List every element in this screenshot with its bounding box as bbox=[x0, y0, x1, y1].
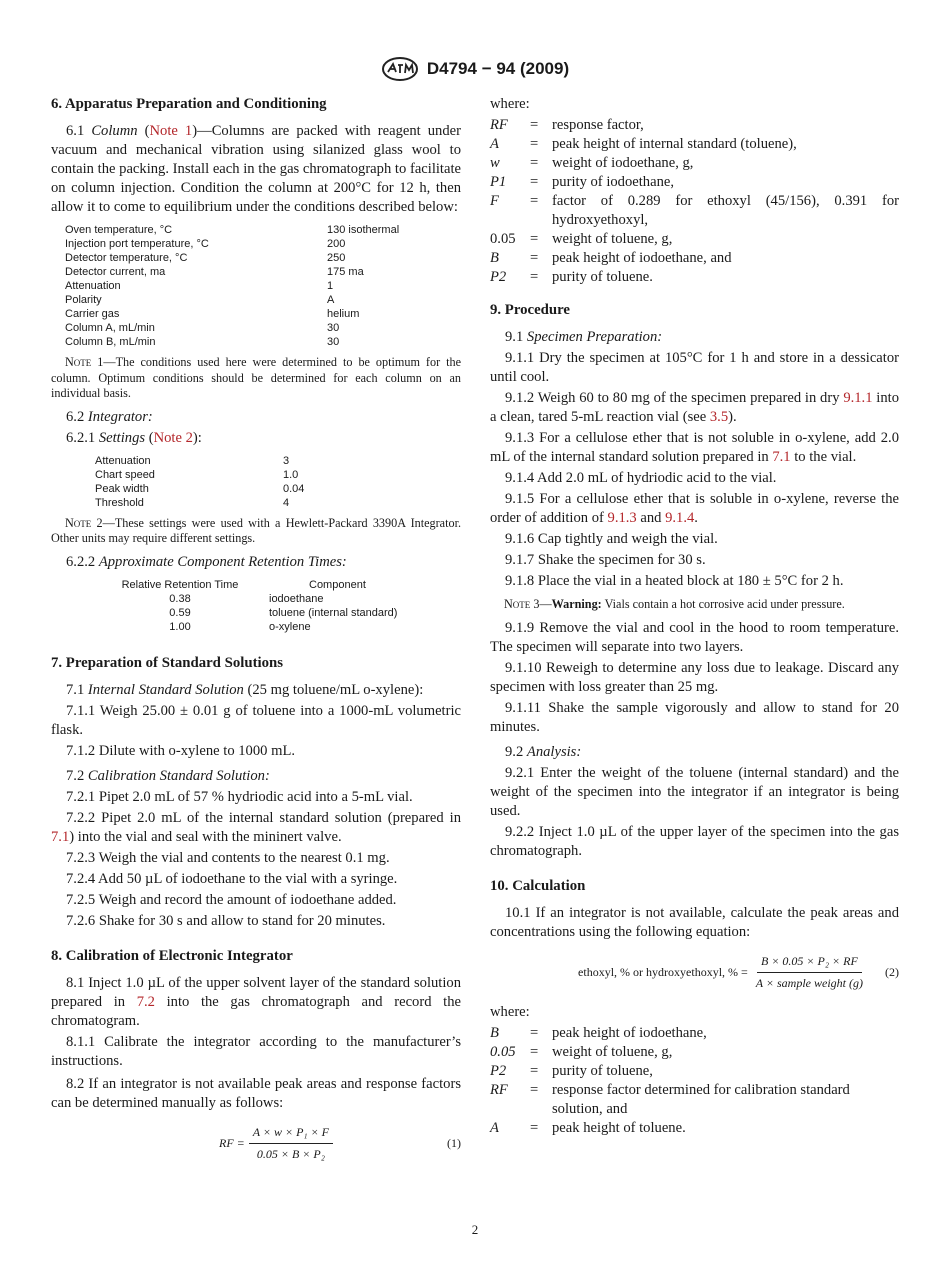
para-7-1: 7.1 Internal Standard Solution (25 mg toluene/mL o-xylene): bbox=[66, 681, 424, 698]
right-column bbox=[490, 95, 899, 1138]
ref-9-1-4-link[interactable]: 9.1.4 bbox=[665, 510, 695, 526]
definitions-list-2 bbox=[490, 1024, 899, 1138]
para-9-1-9: 9.1.9 Remove the vial and cool in the hood to room temperature. The specimen will separate into two layers. bbox=[490, 619, 899, 655]
page-header bbox=[0, 56, 950, 82]
para-9-1-8: 9.1.8 Place the vial in a heated block at 180 ± 5°C for 2 h. bbox=[505, 573, 844, 589]
ref-7-2-link[interactable]: 7.2 bbox=[136, 993, 155, 1010]
para-7-2-4: 7.2.4 Add 50 µL of iodoethane to the vial with a syringe. bbox=[66, 870, 398, 887]
para-8-1-1: 8.1.1 Calibrate the integrator according to the manufacturer’s instructions. bbox=[51, 1033, 461, 1069]
equation-1: RF = $\frac{\text{A × w × P₁ × F}}{\text{0.05 × B × P₂}}$ (1) bbox=[218, 1124, 461, 1161]
para-9-1-7: 9.1.7 Shake the specimen for 30 s. bbox=[505, 552, 706, 568]
definition-row: P2 = purity of toluene. bbox=[490, 269, 653, 285]
para-8-2: 8.2 If an integrator is not available peak areas and response factors can be determined manually as follows: bbox=[51, 1075, 461, 1111]
para-9-1-6: 9.1.6 Cap tightly and weigh the vial. bbox=[505, 531, 718, 547]
ref-7-1-link[interactable]: 7.1 bbox=[51, 828, 70, 845]
setting-row: Peak width 0.04 bbox=[95, 482, 305, 495]
conditions-table bbox=[65, 223, 461, 349]
retention-row: 0.59 toluene (internal standard) bbox=[169, 606, 398, 619]
definition-row: RF = response factor determined for calibration standard solution, and bbox=[490, 1081, 850, 1117]
para-9-2-2: 9.2.2 Inject 1.0 µL of the upper layer of the specimen into the gas chromatograph. bbox=[490, 823, 899, 859]
para-6-2-2: 6.2.2 Approximate Component Retention Times: bbox=[66, 553, 347, 570]
where-label: where: bbox=[490, 96, 530, 112]
condition-row: Attenuation 1 bbox=[65, 280, 334, 292]
para-7-2-2: 7.2.2 Pipet 2.0 mL of the internal standard solution (prepared in 7.1) into the vial and seal with the mininert valve. bbox=[51, 809, 461, 845]
para-10-1: 10.1 If an integrator is not available, calculate the peak areas and concentrations using the following equation: bbox=[490, 904, 899, 940]
para-7-2-6: 7.2.6 Shake for 30 s and allow to stand for 20 minutes. bbox=[66, 912, 386, 929]
para-9-1-11: 9.1.11 Shake the sample vigorously and allow to stand for 20 minutes. bbox=[490, 699, 899, 735]
definition-row: F = factor of 0.289 for ethoxyl (45/156), 0.391 for hydroxyethoxyl, bbox=[490, 193, 899, 228]
settings-table bbox=[95, 454, 461, 510]
retention-table bbox=[91, 578, 461, 634]
para-8-1: 8.1 Inject 1.0 µL of the upper solvent layer of the standard solution prepared in 7.2 into the gas chromatograph and record the chromatogram. bbox=[51, 974, 461, 1029]
definition-row: P2 = purity of toluene, bbox=[490, 1062, 653, 1079]
condition-row: Column B, mL/min 30 bbox=[65, 336, 340, 348]
para-9-1-5: 9.1.5 For a cellulose ether that is soluble in o-xylene, reverse the order of addition of 9.1.3 and 9.1.4. bbox=[490, 491, 899, 526]
definition-row: B = peak height of iodoethane, bbox=[490, 1024, 707, 1041]
note-1-link[interactable]: Note 1 bbox=[149, 123, 193, 139]
retention-row: 0.38 iodoethane bbox=[169, 592, 324, 605]
section-8-heading: 8. Calibration of Electronic Integrator bbox=[51, 947, 293, 964]
condition-row: Carrier gas helium bbox=[65, 308, 360, 320]
definition-row: 0.05 = weight of toluene, g, bbox=[490, 231, 673, 247]
para-9-1-10: 9.1.10 Reweigh to determine any loss due to leakage. Discard any specimen with loss greater than 25 mg. bbox=[490, 659, 899, 695]
standard-designation: D4794 − 94 (2009) bbox=[426, 59, 570, 78]
para-7-1-1: 7.1.1 Weigh 25.00 ± 0.01 g of toluene into a 1000-mL volumetric flask. bbox=[51, 702, 461, 738]
para-6-2-1: 6.2.1 Settings (Note 2): bbox=[66, 429, 202, 446]
section-10-heading: 10. Calculation bbox=[490, 877, 586, 894]
note-3: Note 3—Warning: Vials contain a hot corrosive acid under pressure. bbox=[504, 597, 845, 611]
condition-row: Oven temperature, °C 130 isothermal bbox=[65, 224, 400, 236]
para-9-1-2: 9.1.2 Weigh 60 to 80 mg of the specimen prepared in dry 9.1.1 into a clean, tared 5-mL reaction vial (see 3.5). bbox=[490, 390, 899, 425]
retention-header: Relative Retention Time Component bbox=[121, 578, 366, 591]
ref-9-1-1-link[interactable]: 9.1.1 bbox=[843, 390, 873, 406]
definition-row: w = weight of iodoethane, g, bbox=[490, 155, 694, 171]
definition-row: B = peak height of iodoethane, and bbox=[490, 250, 732, 266]
definition-row: RF = response factor, bbox=[490, 117, 644, 133]
definitions-list-1 bbox=[490, 116, 899, 287]
para-9-1-1: 9.1.1 Dry the specimen at 105°C for 1 h and store in a dessicator until cool. bbox=[490, 350, 899, 385]
section-6-heading: 6. Apparatus Preparation and Conditioning bbox=[51, 96, 327, 112]
para-6-1: 6.1 Column (Note 1)—Columns are packed with reagent under vacuum and mechanical vibration using silanized glass wool to contain the packing. Install each in the gas chromatograph to facilitate on column injection. Condition the column at 200°C for 12 h, then allow it to come to equilibrium under the conditions described below: bbox=[51, 123, 461, 215]
ref-9-1-3-link[interactable]: 9.1.3 bbox=[607, 510, 637, 526]
condition-row: Polarity A bbox=[65, 294, 335, 306]
where-label-2: where: bbox=[490, 1003, 530, 1020]
definition-row: A = peak height of toluene. bbox=[490, 1119, 686, 1136]
retention-row: 1.00 o-xylene bbox=[169, 620, 311, 633]
para-7-2-1: 7.2.1 Pipet 2.0 mL of 57 % hydriodic acid into a 5-mL vial. bbox=[66, 788, 413, 805]
para-9-1-4: 9.1.4 Add 2.0 mL of hydriodic acid to the vial. bbox=[505, 470, 777, 486]
definition-row: P1 = purity of iodoethane, bbox=[490, 174, 674, 190]
setting-row: Attenuation 3 bbox=[95, 454, 290, 467]
para-7-2-5: 7.2.5 Weigh and record the amount of iodoethane added. bbox=[66, 891, 397, 908]
equation-2: ethoxyl, % or hydroxyethoxyl, % = $\frac{\text{B × 0.05 × P₂ × RF}}{\text{A × sample weight (g)}}$ (2) bbox=[578, 953, 899, 990]
para-7-2: 7.2 Calibration Standard Solution: bbox=[66, 767, 270, 784]
para-9-1-3: 9.1.3 For a cellulose ether that is not soluble in o-xylene, add 2.0 mL of the internal standard solution prepared in 7.1 to the vial. bbox=[490, 430, 899, 465]
para-9-2-1: 9.2.1 Enter the weight of the toluene (internal standard) and the weight of the specimen into the integrator if an integrator is being used. bbox=[490, 764, 899, 819]
setting-row: Threshold 4 bbox=[95, 496, 290, 509]
setting-row: Chart speed 1.0 bbox=[95, 468, 299, 481]
section-7-heading: 7. Preparation of Standard Solutions bbox=[51, 654, 283, 671]
condition-row: Detector temperature, °C 250 bbox=[65, 252, 346, 264]
condition-row: Detector current, ma 175 ma bbox=[65, 266, 364, 278]
page-number: 2 bbox=[471, 1222, 479, 1237]
note-1: Note 1—The conditions used here were determined to be optimum for the column. Optimum conditions should be determined for each column on an individual basis. bbox=[51, 355, 461, 400]
para-9-2: 9.2 Analysis: bbox=[505, 743, 582, 760]
para-9-1: 9.1 Specimen Preparation: bbox=[505, 329, 663, 345]
astm-logo-icon bbox=[381, 56, 419, 82]
para-7-2-3: 7.2.3 Weigh the vial and contents to the nearest 0.1 mg. bbox=[66, 849, 390, 866]
ref-7-1-link[interactable]: 7.1 bbox=[772, 449, 791, 465]
para-6-2: 6.2 Integrator: bbox=[66, 408, 153, 425]
definition-row: A = peak height of internal standard (toluene), bbox=[490, 136, 797, 152]
para-7-1-2: 7.1.2 Dilute with o-xylene to 1000 mL. bbox=[66, 742, 296, 759]
condition-row: Injection port temperature, °C 200 bbox=[65, 238, 346, 250]
note-2-link[interactable]: Note 2 bbox=[153, 429, 193, 446]
condition-row: Column A, mL/min 30 bbox=[65, 322, 340, 334]
ref-3-5-link[interactable]: 3.5 bbox=[709, 409, 729, 425]
note-2: Note 2—These settings were used with a Hewlett-Packard 3390A Integrator. Other units may require different settings. bbox=[51, 515, 461, 545]
section-9-heading: 9. Procedure bbox=[490, 302, 570, 318]
left-column bbox=[51, 95, 461, 1174]
definition-row: 0.05 = weight of toluene, g, bbox=[490, 1043, 673, 1060]
